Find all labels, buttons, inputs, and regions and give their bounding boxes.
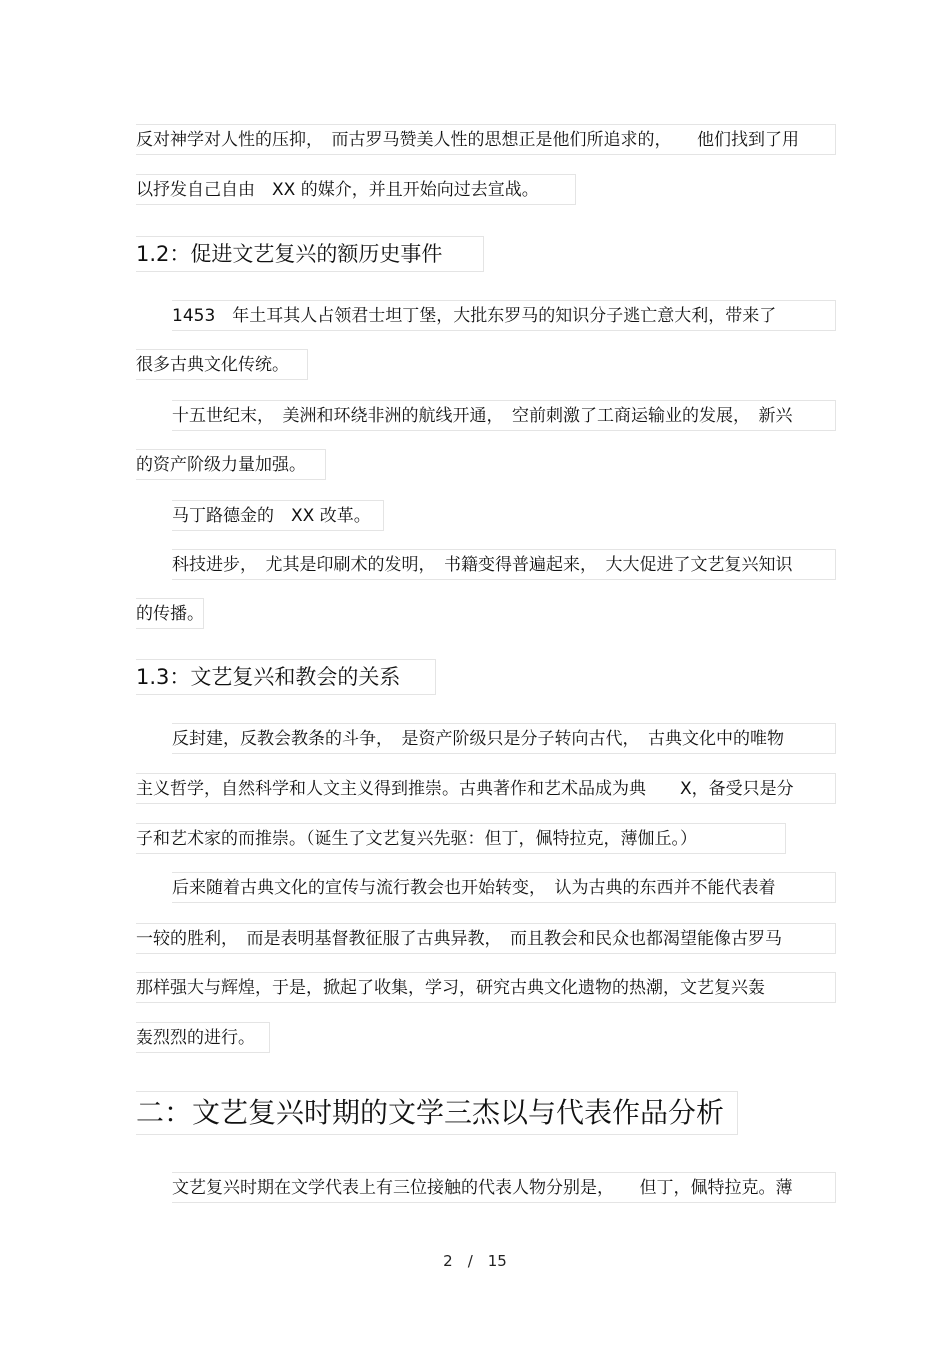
chapter-heading-2: 二：文艺复兴时期的文学三杰以与代表作品分析 [136,1091,738,1135]
text-line: 轰烈烈的进行。 [136,1022,270,1053]
text-line: 一较的胜利， 而是表明基督教征服了古典异教， 而且教会和民众也都渴望能像古罗马 [136,923,836,954]
text-line: 以抒发自己自由 XX 的媒介，并且开始向过去宣战。 [136,174,576,205]
section-heading-1-2: 1.2：促进文艺复兴的额历史事件 [136,236,484,272]
text-line: 文艺复兴时期在文学代表上有三位接触的代表人物分别是， 但丁，佩特拉克。薄 [172,1172,836,1203]
text-line: 子和艺术家的而推崇。（诞生了文艺复兴先驱：但丁，佩特拉克，薄伽丘。） [136,823,786,854]
text-line: 那样强大与辉煌，于是，掀起了收集，学习，研究古典文化遗物的热潮，文艺复兴轰 [136,972,836,1003]
text-line: 1453 年土耳其人占领君士坦丁堡，大批东罗马的知识分子逃亡意大利，带来了 [172,300,836,331]
text-line: 反封建，反教会教条的斗争， 是资产阶级只是分子转向古代， 古典文化中的唯物 [172,723,836,754]
text-line: 十五世纪末， 美洲和环绕非洲的航线开通， 空前刺激了工商运输业的发展， 新兴 [172,400,836,431]
text-line: 很多古典文化传统。 [136,349,308,380]
text-line: 的资产阶级力量加强。 [136,449,326,480]
text-line: 主义哲学，自然科学和人文主义得到推崇。古典著作和艺术品成为典 X，备受只是分 [136,773,836,804]
text-line: 的传播。 [136,598,204,629]
text-line: 科技进步， 尤其是印刷术的发明， 书籍变得普遍起来， 大大促进了文艺复兴知识 [172,549,836,580]
section-heading-1-3: 1.3：文艺复兴和教会的关系 [136,659,436,695]
text-line: 反对神学对人性的压抑， 而古罗马赞美人性的思想正是他们所追求的， 他们找到了用 [136,124,836,155]
text-line: 后来随着古典文化的宣传与流行教会也开始转变， 认为古典的东西并不能代表着 [172,872,836,903]
page-number: 2 / 15 [443,1252,507,1270]
text-line: 马丁路德金的 XX 改革。 [172,500,384,531]
